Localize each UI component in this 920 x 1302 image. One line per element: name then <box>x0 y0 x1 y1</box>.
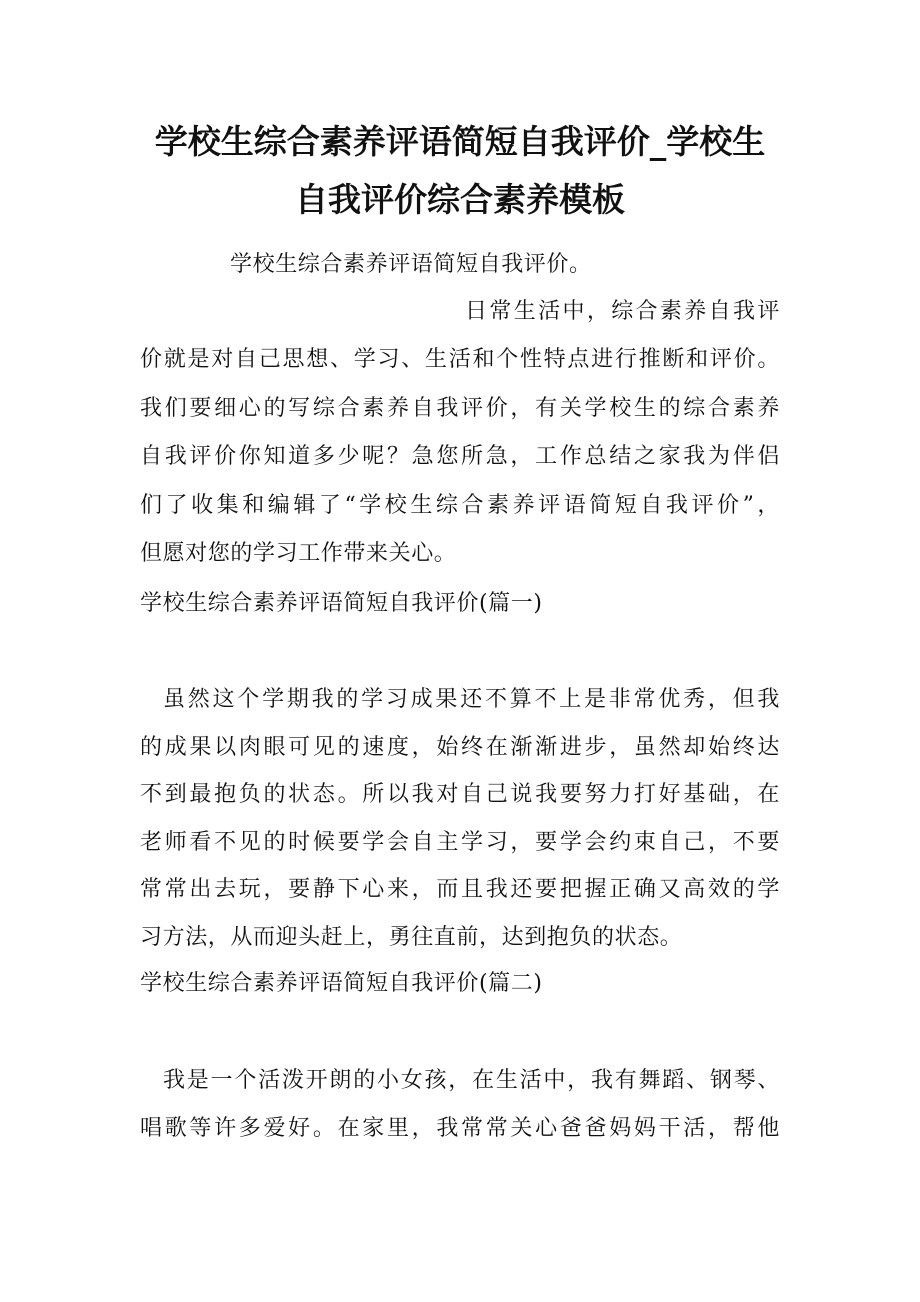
section-heading-2: 学校生综合素养评语简短自我评价(篇二) <box>140 971 543 996</box>
intro-line: 日常生活中，综合素养自我评 <box>465 299 780 324</box>
section-heading-1: 学校生综合素养评语简短自我评价(篇一) <box>140 591 543 616</box>
paragraph-line: 的成果以肉眼可见的速度，始终在渐渐进步，虽然却始终达 <box>140 735 780 760</box>
intro-line: 自我评价你知道多少呢？急您所急，工作总结之家我为伴侣 <box>140 444 780 469</box>
paragraph-line: 习方法，从而迎头赶上，勇往直前，达到抱负的状态。 <box>140 925 683 950</box>
paragraph-line: 常常出去玩，要静下心来，而且我还要把握正确又高效的学 <box>140 877 780 902</box>
subtitle: 学校生综合素养评语简短自我评价。 <box>230 252 592 277</box>
paragraph-line: 唱歌等许多爱好。在家里，我常常关心爸爸妈妈干活，帮他 <box>140 1116 780 1141</box>
paragraph-line: 我是一个活泼开朗的小女孩，在生活中，我有舞蹈、钢琴、 <box>163 1068 780 1093</box>
intro-line: 但愿对您的学习工作带来关心。 <box>140 541 457 566</box>
document-title-line-1: 学校生综合素养评语简短自我评价_学校生 <box>154 122 766 161</box>
paragraph-line: 老师看不见的时候要学会自主学习，要学会约束自己，不要 <box>140 830 780 855</box>
intro-line: 我们要细心的写综合素养自我评价，有关学校生的综合素养 <box>140 396 780 421</box>
intro-line: 价就是对自己思想、学习、生活和个性特点进行推断和评价。 <box>140 347 780 372</box>
paragraph-line: 不到最抱负的状态。所以我对自己说我要努力打好基础，在 <box>140 782 780 807</box>
paragraph-line: 虽然这个学期我的学习成果还不算不上是非常优秀，但我 <box>163 687 780 712</box>
intro-line: 们了收集和编辑了“学校生综合素养评语简短自我评价”， <box>140 493 780 518</box>
document-title-line-2: 自我评价综合素养模板 <box>295 180 625 219</box>
